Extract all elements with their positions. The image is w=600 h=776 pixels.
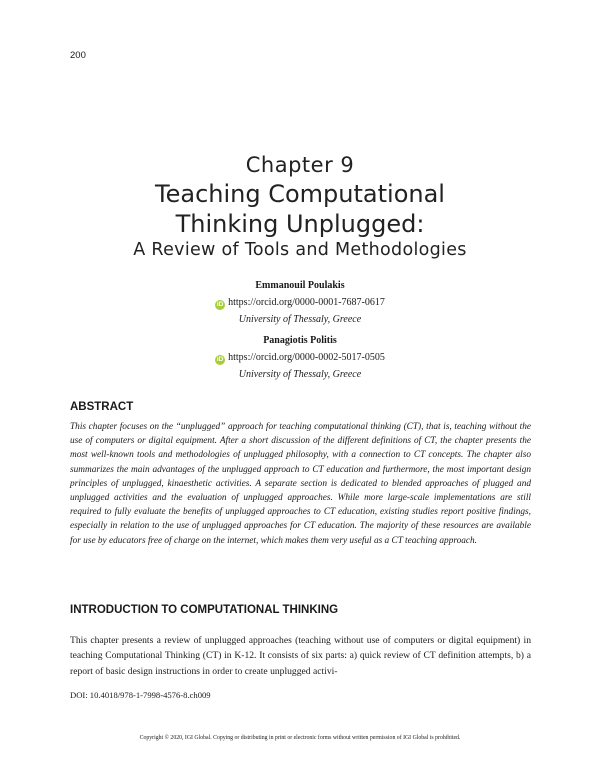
author-name-1: Emmanouil Poulakis bbox=[255, 280, 345, 291]
doi: DOI: 10.4018/978-1-7998-4576-8.ch009 bbox=[70, 690, 211, 700]
chapter-title-line-1: Teaching Computational bbox=[155, 180, 445, 208]
introduction-text: This chapter presents a review of unplugged approaches (teaching without use of computers or digital equipment) in teaching Computational Thinking (CT) in K-12. It consists of six parts: a) quick review of CT definition attempts, b) a report of basic design instructions in order to create unplugged activi- bbox=[70, 635, 531, 677]
chapter-label: Chapter 9 bbox=[245, 153, 355, 177]
author-affiliation-2: University of Thessaly, Greece bbox=[238, 369, 362, 380]
author-orcid-row-1 bbox=[0, 297, 600, 310]
author-name-2: Panagiotis Politis bbox=[263, 335, 337, 346]
author-affiliation-1: University of Thessaly, Greece bbox=[238, 314, 362, 325]
abstract-heading: ABSTRACT bbox=[70, 401, 134, 413]
author-orcid-link-1[interactable]: https://orcid.org/0000-0001-7687-0617 bbox=[228, 297, 385, 308]
chapter-subtitle: A Review of Tools and Methodologies bbox=[133, 240, 467, 260]
introduction-heading: INTRODUCTION TO COMPUTATIONAL THINKING bbox=[70, 604, 339, 616]
page-number: 200 bbox=[70, 50, 86, 61]
orcid-icon: iD bbox=[216, 301, 224, 308]
copyright-notice: Copyright © 2020, IGI Global. Copying or distributing in print or electronic forms without written permission of IGI Global is prohibited. bbox=[139, 735, 461, 741]
author-orcid-row-2 bbox=[0, 352, 600, 365]
abstract-text: This chapter focuses on the “unplugged” approach for teaching computational thinking (CT), that is, teaching without the use of computers or digital equipment. After a short discussion of the different definitions of CT, the chapter presents the most well-known tools and methodologies of unplugged philosophy, with a connection to CT concepts. The chapter also summarizes the main advantages of the unplugged approach to CT education and furthermore, the most important design principles of unplugged, kinaesthetic activities. A separate section is dedicated to blended approaches of plugged and unplugged activities and the evaluation of unplugged approaches. While more large-scale implementations are still required to fully evaluate the benefits of unplugged approaches to CT education, existing studies report positive findings, especially in relation to the use of unplugged approaches for CT education. The majority of these resources are available for use by educators free of charge on the internet, which makes them very useful as a CT teaching approach. bbox=[70, 422, 531, 546]
chapter-title-line-2: Thinking Unplugged: bbox=[175, 210, 425, 238]
author-orcid-link-2[interactable]: https://orcid.org/0000-0002-5017-0505 bbox=[228, 352, 385, 363]
orcid-icon: iD bbox=[216, 356, 224, 363]
